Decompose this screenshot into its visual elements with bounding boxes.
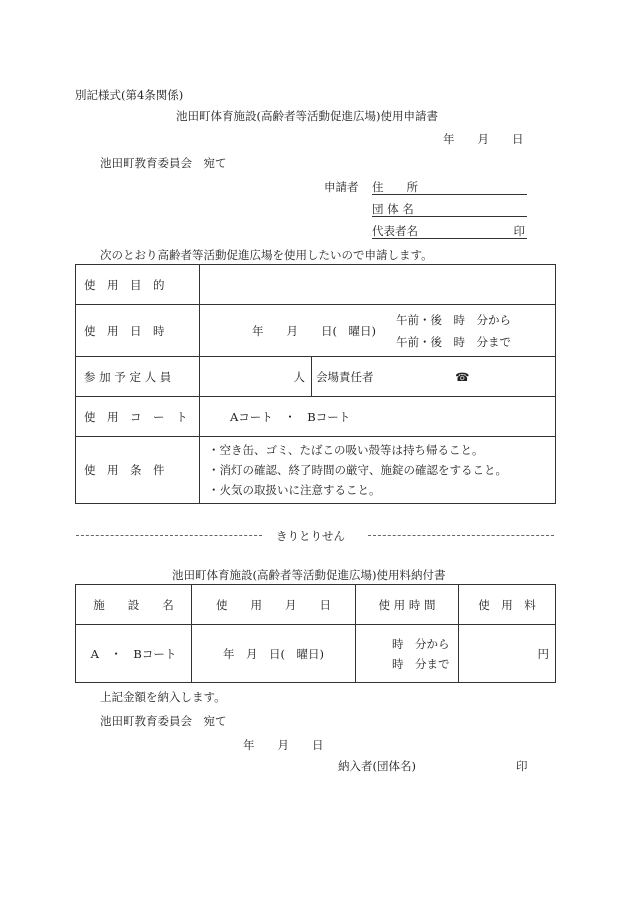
group-name-field[interactable] <box>372 201 527 217</box>
cut-line-label: きりとりせん <box>276 529 345 543</box>
form-note: 別記様式(第4条関係) <box>75 88 184 102</box>
group-name-label: 団 体 名 <box>372 202 414 216</box>
addressee: 池田町教育委員会 宛て <box>100 156 227 170</box>
date-line: 年 月 日 <box>443 132 524 146</box>
conditions-list <box>200 437 556 504</box>
col-fee: 使 用 料 <box>459 585 556 625</box>
datetime-label: 使 用 日 時 <box>76 305 200 357</box>
attendees-input[interactable] <box>200 357 312 397</box>
person-unit: 人 <box>293 369 305 384</box>
condition-item: ・空き缶、ゴミ、たばこの吸い殻等は持ち帰ること。 <box>208 443 484 457</box>
seal-mark: 印 <box>513 224 525 238</box>
intro-text: 次のとおり高齢者等活動促進広場を使用したいので申請します。 <box>100 248 433 262</box>
purpose-input[interactable] <box>200 265 556 305</box>
payment-title: 池田町体育施設(高齢者等活動促進広場)使用料納付書 <box>172 568 446 582</box>
payment-date-line: 年 月 日 <box>243 738 324 752</box>
facility-value[interactable]: A ・ Bコート <box>76 625 192 683</box>
payment-addressee: 池田町教育委員会 宛て <box>100 714 227 728</box>
page-title: 池田町体育施設(高齢者等活動促進広場)使用申請書 <box>176 109 438 123</box>
payment-date-value[interactable]: 年 月 日( 曜日) <box>192 625 356 683</box>
court-select[interactable]: Aコート ・ Bコート <box>200 397 556 437</box>
cut-line-right <box>368 535 554 536</box>
time-from: 午前・後 時 分から <box>396 312 511 327</box>
time-to: 午前・後 時 分まで <box>396 334 511 349</box>
datetime-input[interactable] <box>200 305 556 357</box>
conditions-label: 使 用 条 件 <box>76 437 200 504</box>
condition-item: ・消灯の確認、終了時間の厳守、施錠の確認をすること。 <box>208 463 507 477</box>
condition-item: ・火気の取扱いに注意すること。 <box>208 483 381 497</box>
fee-unit: 円 <box>537 646 549 661</box>
manager-label: 会場責任者 <box>316 369 374 384</box>
payment-table <box>75 584 556 683</box>
application-table <box>75 264 556 504</box>
col-time: 使 用 時 間 <box>356 585 459 625</box>
col-facility: 施 設 名 <box>76 585 192 625</box>
payment-time-from: 時 分から <box>392 636 450 651</box>
purpose-label: 使 用 目 的 <box>76 265 200 305</box>
fee-value[interactable] <box>459 625 556 683</box>
address-label: 住 所 <box>372 180 418 194</box>
applicant-label: 申請者 <box>324 180 359 194</box>
address-field[interactable] <box>372 179 527 195</box>
phone-icon: ☎ <box>455 369 470 384</box>
payment-time[interactable] <box>356 625 459 683</box>
court-label: 使 用 コ ー ト <box>76 397 200 437</box>
payer-label: 納入者(団体名) <box>338 759 416 773</box>
payment-note: 上記金額を納入します。 <box>100 690 226 704</box>
manager-input[interactable] <box>312 357 556 397</box>
col-date: 使 用 月 日 <box>192 585 356 625</box>
representative-field[interactable] <box>372 223 527 239</box>
payer-seal: 印 <box>516 759 528 773</box>
attendees-label: 参 加 予 定 人 員 <box>76 357 200 397</box>
date-value: 年 月 日( 曜日) <box>252 323 376 338</box>
cut-line-left <box>76 535 262 536</box>
payment-time-to: 時 分まで <box>392 656 450 671</box>
representative-label: 代表者名 <box>372 224 418 238</box>
